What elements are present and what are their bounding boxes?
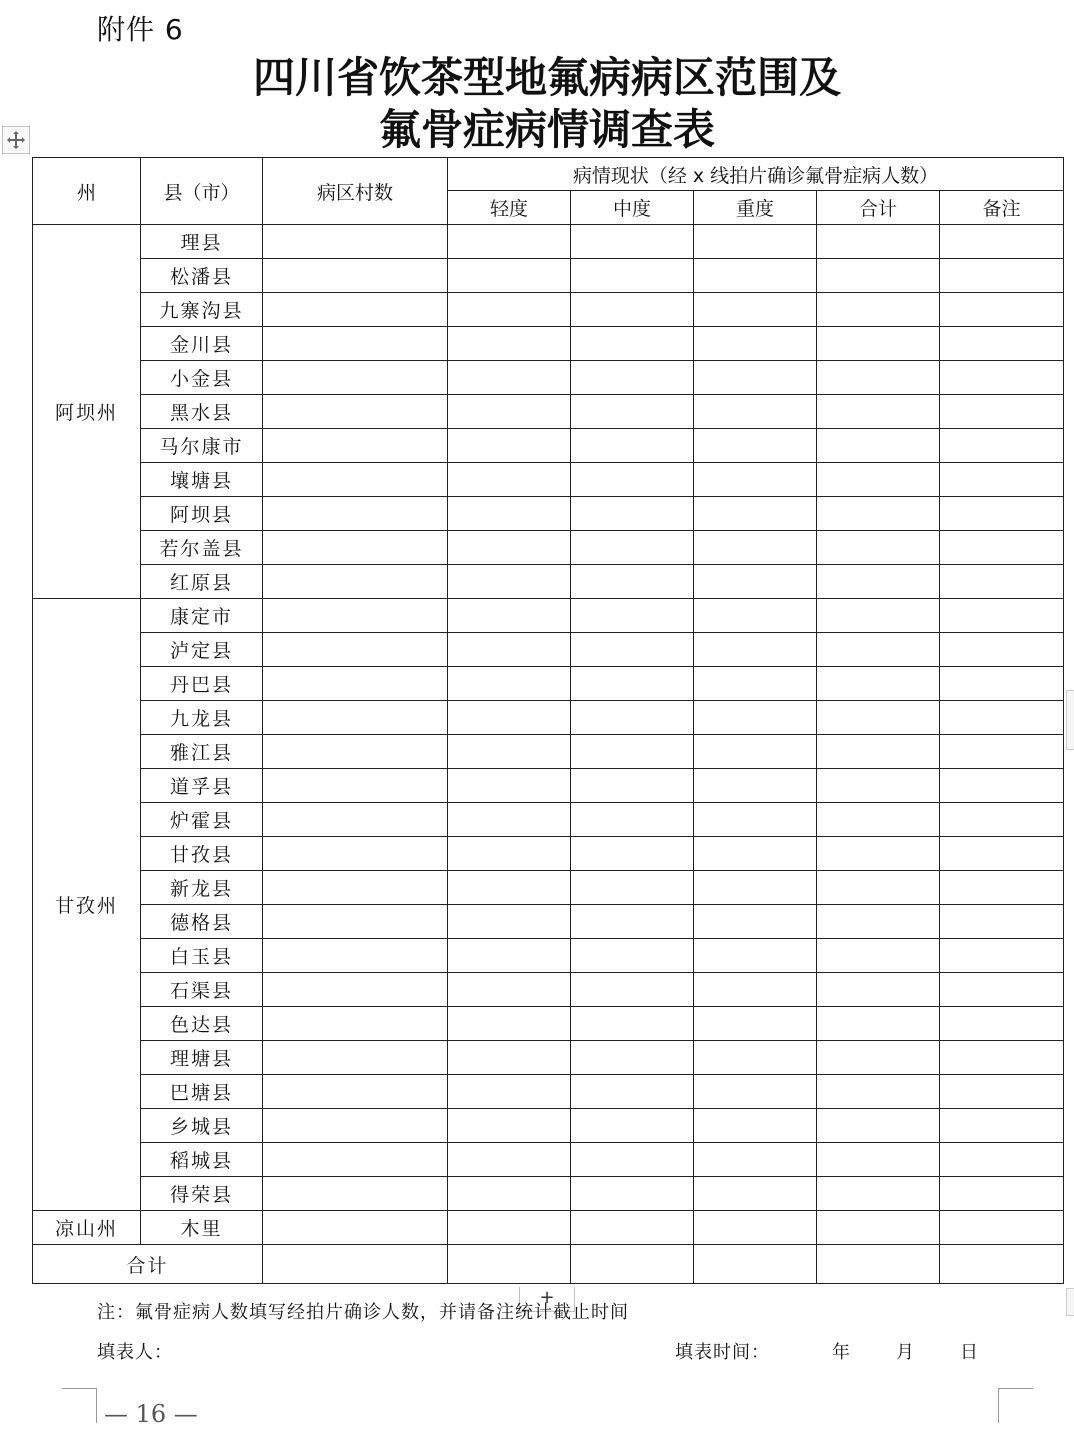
table-row bbox=[33, 327, 1064, 361]
cell-moderate[interactable] bbox=[571, 1007, 694, 1041]
cell-severe[interactable] bbox=[694, 1211, 817, 1245]
cell-moderate[interactable] bbox=[571, 633, 694, 667]
cell-moderate[interactable] bbox=[571, 973, 694, 1007]
cell-severe[interactable] bbox=[694, 701, 817, 735]
cell-mild[interactable] bbox=[448, 633, 571, 667]
cell-villages[interactable] bbox=[263, 1041, 448, 1075]
cell-villages[interactable] bbox=[263, 1177, 448, 1211]
move-icon bbox=[6, 130, 26, 150]
cell-mild[interactable] bbox=[448, 463, 571, 497]
county-cell: 壤塘县 bbox=[141, 463, 263, 497]
cell-villages[interactable] bbox=[263, 701, 448, 735]
cell-villages[interactable] bbox=[263, 327, 448, 361]
cell-villages[interactable] bbox=[263, 497, 448, 531]
cell-remarks[interactable] bbox=[940, 225, 1064, 259]
cell-remarks[interactable] bbox=[940, 1143, 1064, 1177]
cell-moderate[interactable] bbox=[571, 701, 694, 735]
county-cell: 小金县 bbox=[141, 361, 263, 395]
county-cell: 康定市 bbox=[141, 599, 263, 633]
county-cell: 九龙县 bbox=[141, 701, 263, 735]
table-move-handle[interactable] bbox=[2, 126, 30, 154]
cell-severe[interactable] bbox=[694, 1143, 817, 1177]
total-cell-severe[interactable] bbox=[694, 1245, 817, 1284]
county-cell: 若尔盖县 bbox=[141, 531, 263, 565]
cell-total[interactable] bbox=[817, 531, 940, 565]
table-row bbox=[33, 429, 1064, 463]
cell-remarks[interactable] bbox=[940, 939, 1064, 973]
cell-severe[interactable] bbox=[694, 837, 817, 871]
cell-severe[interactable] bbox=[694, 735, 817, 769]
cell-moderate[interactable] bbox=[571, 735, 694, 769]
total-cell-remarks[interactable] bbox=[940, 1245, 1064, 1284]
cell-moderate[interactable] bbox=[571, 837, 694, 871]
cell-villages[interactable] bbox=[263, 633, 448, 667]
header-status-group: 病情现状（经 x 线拍片确诊氟骨症病人数） bbox=[448, 158, 1064, 191]
cell-severe[interactable] bbox=[694, 463, 817, 497]
cell-mild[interactable] bbox=[448, 1075, 571, 1109]
cell-villages[interactable] bbox=[263, 565, 448, 599]
cell-total[interactable] bbox=[817, 497, 940, 531]
header-remarks: 备注 bbox=[940, 191, 1064, 225]
cell-severe[interactable] bbox=[694, 905, 817, 939]
cell-remarks[interactable] bbox=[940, 1109, 1064, 1143]
cell-moderate[interactable] bbox=[571, 1211, 694, 1245]
cell-remarks[interactable] bbox=[940, 599, 1064, 633]
cell-villages[interactable] bbox=[263, 429, 448, 463]
cell-villages[interactable] bbox=[263, 667, 448, 701]
cell-total[interactable] bbox=[817, 327, 940, 361]
cell-mild[interactable] bbox=[448, 565, 571, 599]
cell-remarks[interactable] bbox=[940, 565, 1064, 599]
cell-moderate[interactable] bbox=[571, 395, 694, 429]
cell-total[interactable] bbox=[817, 735, 940, 769]
header-total: 合计 bbox=[817, 191, 940, 225]
cell-severe[interactable] bbox=[694, 871, 817, 905]
cell-total[interactable] bbox=[817, 1211, 940, 1245]
cell-mild[interactable] bbox=[448, 429, 571, 463]
cell-villages[interactable] bbox=[263, 837, 448, 871]
cell-remarks[interactable] bbox=[940, 1177, 1064, 1211]
county-cell: 黑水县 bbox=[141, 395, 263, 429]
table-row bbox=[33, 497, 1064, 531]
cell-villages[interactable] bbox=[263, 599, 448, 633]
table-row bbox=[33, 803, 1064, 837]
county-cell: 新龙县 bbox=[141, 871, 263, 905]
cell-remarks[interactable] bbox=[940, 259, 1064, 293]
cell-remarks[interactable] bbox=[940, 871, 1064, 905]
cell-remarks[interactable] bbox=[940, 463, 1064, 497]
cell-remarks[interactable] bbox=[940, 395, 1064, 429]
table-row bbox=[33, 837, 1064, 871]
cell-severe[interactable] bbox=[694, 769, 817, 803]
prefecture-cell: 阿坝州 bbox=[33, 225, 141, 599]
cell-mild[interactable] bbox=[448, 259, 571, 293]
cell-villages[interactable] bbox=[263, 803, 448, 837]
table-row bbox=[33, 939, 1064, 973]
cell-severe[interactable] bbox=[694, 531, 817, 565]
header-villages: 病区村数 bbox=[263, 158, 448, 225]
cell-total[interactable] bbox=[817, 905, 940, 939]
page-corner-mark-left bbox=[62, 1388, 97, 1423]
county-cell: 巴塘县 bbox=[141, 1075, 263, 1109]
total-label: 合计 bbox=[33, 1245, 263, 1284]
cell-remarks[interactable] bbox=[940, 327, 1064, 361]
cell-remarks[interactable] bbox=[940, 905, 1064, 939]
header-moderate: 中度 bbox=[571, 191, 694, 225]
cell-villages[interactable] bbox=[263, 395, 448, 429]
table-row bbox=[33, 769, 1064, 803]
cell-moderate[interactable] bbox=[571, 565, 694, 599]
table-row bbox=[33, 565, 1064, 599]
cell-severe[interactable] bbox=[694, 599, 817, 633]
county-cell: 理县 bbox=[141, 225, 263, 259]
cell-remarks[interactable] bbox=[940, 429, 1064, 463]
cell-villages[interactable] bbox=[263, 769, 448, 803]
cell-moderate[interactable] bbox=[571, 1109, 694, 1143]
table-row bbox=[33, 293, 1064, 327]
cell-moderate[interactable] bbox=[571, 293, 694, 327]
cell-remarks[interactable] bbox=[940, 293, 1064, 327]
cell-total[interactable] bbox=[817, 1075, 940, 1109]
cell-severe[interactable] bbox=[694, 1007, 817, 1041]
cell-remarks[interactable] bbox=[940, 361, 1064, 395]
cell-mild[interactable] bbox=[448, 1007, 571, 1041]
cell-moderate[interactable] bbox=[571, 429, 694, 463]
add-row-button[interactable]: + bbox=[519, 1287, 575, 1312]
cell-total[interactable] bbox=[817, 259, 940, 293]
cell-villages[interactable] bbox=[263, 735, 448, 769]
cell-severe[interactable] bbox=[694, 361, 817, 395]
cell-moderate[interactable] bbox=[571, 803, 694, 837]
cell-total[interactable] bbox=[817, 1109, 940, 1143]
cell-moderate[interactable] bbox=[571, 599, 694, 633]
date-year: 年 bbox=[832, 1342, 850, 1363]
filler-label: 填表人： bbox=[97, 1342, 173, 1363]
survey-table bbox=[32, 157, 1064, 1284]
cell-severe[interactable] bbox=[694, 259, 817, 293]
cell-mild[interactable] bbox=[448, 973, 571, 1007]
cell-moderate[interactable] bbox=[571, 905, 694, 939]
cell-total[interactable] bbox=[817, 599, 940, 633]
cell-moderate[interactable] bbox=[571, 463, 694, 497]
cell-severe[interactable] bbox=[694, 1177, 817, 1211]
cell-remarks[interactable] bbox=[940, 1211, 1064, 1245]
cell-severe[interactable] bbox=[694, 429, 817, 463]
county-cell: 木里 bbox=[141, 1211, 263, 1245]
cell-mild[interactable] bbox=[448, 905, 571, 939]
county-cell: 金川县 bbox=[141, 327, 263, 361]
table-row bbox=[33, 463, 1064, 497]
header-prefecture: 州 bbox=[33, 158, 141, 225]
side-panel-tab-lower[interactable] bbox=[1066, 1288, 1074, 1316]
cell-moderate[interactable] bbox=[571, 1075, 694, 1109]
page-corner-mark-right bbox=[998, 1388, 1033, 1423]
table-row bbox=[33, 1177, 1064, 1211]
cell-moderate[interactable] bbox=[571, 939, 694, 973]
cell-total[interactable] bbox=[817, 395, 940, 429]
county-cell: 松潘县 bbox=[141, 259, 263, 293]
table-row bbox=[33, 599, 1064, 633]
cell-mild[interactable] bbox=[448, 939, 571, 973]
cell-moderate[interactable] bbox=[571, 1041, 694, 1075]
county-cell: 石渠县 bbox=[141, 973, 263, 1007]
cell-mild[interactable] bbox=[448, 225, 571, 259]
table-row bbox=[33, 701, 1064, 735]
table-row bbox=[33, 1109, 1064, 1143]
cell-total[interactable] bbox=[817, 973, 940, 1007]
table-row bbox=[33, 1143, 1064, 1177]
cell-remarks[interactable] bbox=[940, 837, 1064, 871]
cell-severe[interactable] bbox=[694, 1075, 817, 1109]
cell-mild[interactable] bbox=[448, 293, 571, 327]
cell-mild[interactable] bbox=[448, 361, 571, 395]
total-row bbox=[33, 1245, 1064, 1284]
total-cell-mild[interactable] bbox=[448, 1245, 571, 1284]
cell-mild[interactable] bbox=[448, 769, 571, 803]
cell-total[interactable] bbox=[817, 837, 940, 871]
cell-moderate[interactable] bbox=[571, 327, 694, 361]
cell-moderate[interactable] bbox=[571, 259, 694, 293]
cell-mild[interactable] bbox=[448, 1109, 571, 1143]
county-cell: 稻城县 bbox=[141, 1143, 263, 1177]
fill-date-label: 填表时间： bbox=[675, 1342, 770, 1363]
cell-moderate[interactable] bbox=[571, 497, 694, 531]
cell-mild[interactable] bbox=[448, 395, 571, 429]
cell-mild[interactable] bbox=[448, 1177, 571, 1211]
cell-total[interactable] bbox=[817, 565, 940, 599]
cell-total[interactable] bbox=[817, 429, 940, 463]
table-row bbox=[33, 531, 1064, 565]
county-cell: 甘孜县 bbox=[141, 837, 263, 871]
cell-total[interactable] bbox=[817, 769, 940, 803]
county-cell: 阿坝县 bbox=[141, 497, 263, 531]
cell-villages[interactable] bbox=[263, 973, 448, 1007]
cell-severe[interactable] bbox=[694, 667, 817, 701]
cell-villages[interactable] bbox=[263, 463, 448, 497]
table-row bbox=[33, 735, 1064, 769]
header-county: 县（市） bbox=[141, 158, 263, 225]
cell-moderate[interactable] bbox=[571, 361, 694, 395]
cell-severe[interactable] bbox=[694, 973, 817, 1007]
cell-remarks[interactable] bbox=[940, 1041, 1064, 1075]
cell-remarks[interactable] bbox=[940, 497, 1064, 531]
county-cell: 泸定县 bbox=[141, 633, 263, 667]
cell-villages[interactable] bbox=[263, 361, 448, 395]
cell-villages[interactable] bbox=[263, 939, 448, 973]
header-severe: 重度 bbox=[694, 191, 817, 225]
cell-remarks[interactable] bbox=[940, 803, 1064, 837]
county-cell: 白玉县 bbox=[141, 939, 263, 973]
cell-remarks[interactable] bbox=[940, 769, 1064, 803]
cell-mild[interactable] bbox=[448, 667, 571, 701]
cell-mild[interactable] bbox=[448, 871, 571, 905]
cell-severe[interactable] bbox=[694, 327, 817, 361]
cell-moderate[interactable] bbox=[571, 769, 694, 803]
prefecture-cell: 凉山州 bbox=[33, 1211, 141, 1245]
county-cell: 色达县 bbox=[141, 1007, 263, 1041]
cell-severe[interactable] bbox=[694, 939, 817, 973]
cell-severe[interactable] bbox=[694, 497, 817, 531]
county-cell: 丹巴县 bbox=[141, 667, 263, 701]
cell-villages[interactable] bbox=[263, 871, 448, 905]
cell-remarks[interactable] bbox=[940, 701, 1064, 735]
cell-severe[interactable] bbox=[694, 565, 817, 599]
table-row bbox=[33, 1041, 1064, 1075]
county-cell: 德格县 bbox=[141, 905, 263, 939]
cell-moderate[interactable] bbox=[571, 531, 694, 565]
total-cell-total[interactable] bbox=[817, 1245, 940, 1284]
cell-total[interactable] bbox=[817, 939, 940, 973]
table-row bbox=[33, 259, 1064, 293]
cell-remarks[interactable] bbox=[940, 1007, 1064, 1041]
table-row bbox=[33, 225, 1064, 259]
cell-total[interactable] bbox=[817, 361, 940, 395]
cell-total[interactable] bbox=[817, 293, 940, 327]
county-cell: 雅江县 bbox=[141, 735, 263, 769]
table-row bbox=[33, 905, 1064, 939]
cell-severe[interactable] bbox=[694, 225, 817, 259]
date-month: 月 bbox=[896, 1342, 914, 1363]
cell-mild[interactable] bbox=[448, 1211, 571, 1245]
title-line-1: 四川省饮茶型地氟病病区范围及 bbox=[252, 53, 841, 102]
cell-total[interactable] bbox=[817, 667, 940, 701]
cell-villages[interactable] bbox=[263, 1075, 448, 1109]
total-cell-villages[interactable] bbox=[263, 1245, 448, 1284]
cell-severe[interactable] bbox=[694, 293, 817, 327]
table-row bbox=[33, 1075, 1064, 1109]
cell-mild[interactable] bbox=[448, 599, 571, 633]
cell-total[interactable] bbox=[817, 1143, 940, 1177]
cell-remarks[interactable] bbox=[940, 531, 1064, 565]
table-row bbox=[33, 871, 1064, 905]
attachment-label: 附件 6 bbox=[97, 13, 184, 46]
cell-remarks[interactable] bbox=[940, 667, 1064, 701]
cell-total[interactable] bbox=[817, 871, 940, 905]
cell-villages[interactable] bbox=[263, 1211, 448, 1245]
cell-total[interactable] bbox=[817, 225, 940, 259]
table-row bbox=[33, 1007, 1064, 1041]
cell-mild[interactable] bbox=[448, 327, 571, 361]
table-row bbox=[33, 667, 1064, 701]
footnote: 注：氟骨症病人数填写经拍片确诊人数，并请备注统计截止时间 bbox=[97, 1302, 629, 1323]
cell-total[interactable] bbox=[817, 463, 940, 497]
cell-mild[interactable] bbox=[448, 701, 571, 735]
cell-total[interactable] bbox=[817, 1177, 940, 1211]
cell-mild[interactable] bbox=[448, 1143, 571, 1177]
cell-mild[interactable] bbox=[448, 1041, 571, 1075]
cell-villages[interactable] bbox=[263, 259, 448, 293]
cell-total[interactable] bbox=[817, 1041, 940, 1075]
table-row bbox=[33, 395, 1064, 429]
cell-villages[interactable] bbox=[263, 531, 448, 565]
cell-mild[interactable] bbox=[448, 735, 571, 769]
cell-moderate[interactable] bbox=[571, 225, 694, 259]
cell-villages[interactable] bbox=[263, 293, 448, 327]
cell-moderate[interactable] bbox=[571, 1143, 694, 1177]
county-cell: 马尔康市 bbox=[141, 429, 263, 463]
header-mild: 轻度 bbox=[448, 191, 571, 225]
cell-severe[interactable] bbox=[694, 1041, 817, 1075]
cell-remarks[interactable] bbox=[940, 973, 1064, 1007]
cell-villages[interactable] bbox=[263, 1109, 448, 1143]
county-cell: 九寨沟县 bbox=[141, 293, 263, 327]
cell-moderate[interactable] bbox=[571, 667, 694, 701]
cell-mild[interactable] bbox=[448, 803, 571, 837]
county-cell: 红原县 bbox=[141, 565, 263, 599]
cell-moderate[interactable] bbox=[571, 871, 694, 905]
cell-villages[interactable] bbox=[263, 905, 448, 939]
county-cell: 炉霍县 bbox=[141, 803, 263, 837]
cell-moderate[interactable] bbox=[571, 1177, 694, 1211]
table-row bbox=[33, 361, 1064, 395]
cell-severe[interactable] bbox=[694, 395, 817, 429]
cell-villages[interactable] bbox=[263, 1007, 448, 1041]
page-number: — 16 — bbox=[104, 1400, 198, 1428]
table-row bbox=[33, 1211, 1064, 1245]
cell-severe[interactable] bbox=[694, 803, 817, 837]
cell-remarks[interactable] bbox=[940, 1075, 1064, 1109]
cell-remarks[interactable] bbox=[940, 633, 1064, 667]
county-cell: 乡城县 bbox=[141, 1109, 263, 1143]
cell-villages[interactable] bbox=[263, 1143, 448, 1177]
side-panel-tab[interactable] bbox=[1066, 690, 1074, 750]
cell-total[interactable] bbox=[817, 1007, 940, 1041]
total-cell-moderate[interactable] bbox=[571, 1245, 694, 1284]
cell-remarks[interactable] bbox=[940, 735, 1064, 769]
cell-total[interactable] bbox=[817, 701, 940, 735]
date-day: 日 bbox=[960, 1342, 978, 1363]
cell-villages[interactable] bbox=[263, 225, 448, 259]
county-cell: 理塘县 bbox=[141, 1041, 263, 1075]
cell-mild[interactable] bbox=[448, 497, 571, 531]
cell-severe[interactable] bbox=[694, 633, 817, 667]
county-cell: 得荣县 bbox=[141, 1177, 263, 1211]
county-cell: 道孚县 bbox=[141, 769, 263, 803]
table-row bbox=[33, 973, 1064, 1007]
cell-total[interactable] bbox=[817, 633, 940, 667]
cell-mild[interactable] bbox=[448, 531, 571, 565]
cell-total[interactable] bbox=[817, 803, 940, 837]
prefecture-cell: 甘孜州 bbox=[33, 599, 141, 1211]
table-row bbox=[33, 633, 1064, 667]
cell-severe[interactable] bbox=[694, 1109, 817, 1143]
cell-mild[interactable] bbox=[448, 837, 571, 871]
title-line-2: 氟骨症病情调查表 bbox=[378, 105, 715, 154]
